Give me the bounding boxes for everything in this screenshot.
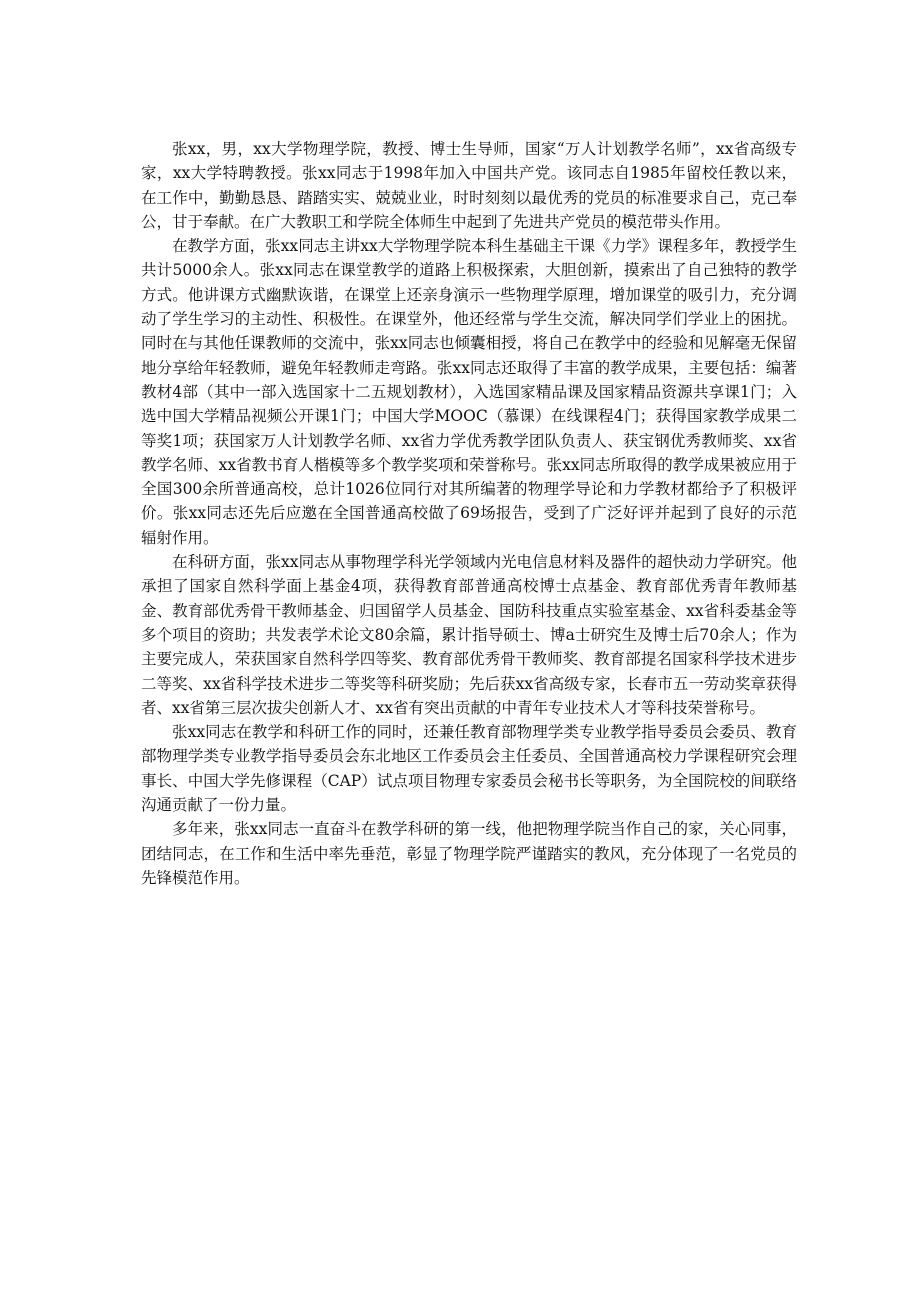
paragraph-service: 张xx同志在教学和科研工作的同时，还兼任教育部物理学类专业教学指导委员会委员、教育部物理学类专业教学指导委员会东北地区工作委员会主任委员、全国普通高校力学课程研究会理事长、中国大学先修课程（CAP）试点项目物理专家委员会秘书长等职务，为全国院校的间联络沟通贡献了一份力量。	[141, 723, 797, 815]
paragraph-summary: 多年来，张xx同志一直奋斗在教学科研的第一线，他把物理学院当作自己的家，关心同事，团结同志，在工作和生活中率先垂范，彰显了物理学院严谨踏实的教风，充分体现了一名党员的先锋模范作用。	[141, 820, 797, 887]
paragraph-intro: 张xx，男，xx大学物理学院，教授、博士生导师，国家“万人计划教学名师”，xx省高级专家，xx大学特聘教授。张xx同志于1998年加入中国共产党。该同志自1985年留校任教以来，在工作中，勤勤恳恳、踏踏实实、兢兢业业，时时刻刻以最优秀的党员的标准要求自己，克己奉公，甘于奉献。在广大教职工和学院全体师生中起到了先进共产党员的模范带头作用。	[141, 140, 797, 231]
paragraph-teaching: 在教学方面，张xx同志主讲xx大学物理学院本科生基础主干课《力学》课程多年，教授学生共计5000余人。张xx同志在课堂教学的道路上积极探索，大胆创新，摸索出了自己独特的教学方式。他讲课方式幽默诙谐，在课堂上还亲身演示一些物理学原理，增加课堂的吸引力，充分调动了学生学习的主动性、积极性。在课堂外，他还经常与学生交流，解决同学们学业上的困扰。同时在与其他任课教师的交流中，张xx同志也倾囊相授，将自己在教学中的经验和见解毫无保留地分享给年轻教师，避免年轻教师走弯路。张xx同志还取得了丰富的教学成果，主要包括：编著教材4部（其中一部入选国家十二五规划教材），入选国家精品课及国家精品资源共享课1门；入选中国大学精品视频公开课1门；中国大学MOOC（慕课）在线课程4门；获得国家教学成果二等奖1项；获国家万人计划教学名师、xx省力学优秀教学团队负责人、获宝钢优秀教师奖、xx省教学名师、xx省教书育人楷模等多个教学奖项和荣誉称号。张xx同志所取得的教学成果被应用于全国300余所普通高校，总计1026位同行对其所编著的物理学导论和力学教材都给予了积极评价。张xx同志还先后应邀在全国普通高校做了69场报告，受到了广泛好评并起到了良好的示范辐射作用。	[141, 237, 797, 547]
paragraph-research: 在科研方面，张xx同志从事物理学科光学领域内光电信息材料及器件的超快动力学研究。他承担了国家自然科学面上基金4项，获得教育部普通高校博士点基金、教育部优秀青年教师基金、教育部优秀骨干教师基金、归国留学人员基金、国防科技重点实验室基金、xx省科委基金等多个项目的资助；共发表学术论文80余篇，累计指导硕士、博a士研究生及博士后70余人；作为主要完成人，荣获国家自然科学四等奖、教育部优秀骨干教师奖、教育部提名国家科学技术进步二等奖、xx省科学技术进步二等奖等科研奖励；先后获xx省高级专家，长春市五一劳动奖章获得者、xx省第三层次拔尖创新人才、xx省有突出贡献的中青年专业技术人才等科技荣誉称号。	[141, 553, 797, 717]
document-body	[141, 137, 797, 890]
